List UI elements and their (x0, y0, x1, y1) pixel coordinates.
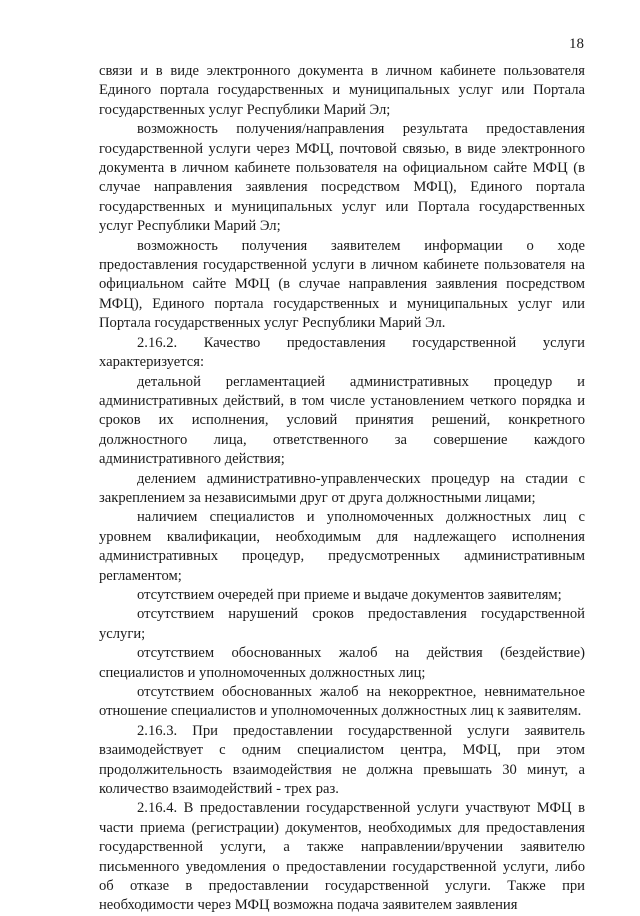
paragraph-qualified-staff: наличием специалистов и уполномоченных должностных лиц с уровнем квалификации, необходимым для надлежащего исполнения административных процедур, предусмотренных административным регламентом; (99, 509, 585, 584)
paragraph-continuation: связи и в виде электронного документа в личном кабинете пользователя Единого портала государственных и муниципальных услуг или Портала государственных услуг Республики Марий Эл; (99, 63, 585, 118)
paragraph-no-complaints-attitude: отсутствием обоснованных жалоб на некорректное, невнимательное отношение специалистов и уполномоченных должностных лиц к заявителям. (99, 684, 585, 720)
paragraph-no-complaints-actions: отсутствием обоснованных жалоб на действия (бездействие) специалистов и уполномоченных должностных лиц; (99, 645, 585, 681)
paragraph-regulation-detail: детальной регламентацией административных процедур и административных действий, в том числе установлением четкого порядка и сроков их исполнения, условий принятия решений, конкретного должностного лица, ответственного за совершение каждого административного действия; (99, 373, 585, 468)
paragraph-result-delivery: возможность получения/направления результата предоставления государственной услуги через МФЦ, почтовой связью, в виде электронного документа в личном кабинете пользователя на официальном сайте МФЦ (в случае направления заявления посредством МФЦ), Единого портала государственных и муниципальных услуг или Портала государственных услуг Республики Марий Эл; (99, 121, 585, 235)
page-number: 18 (569, 36, 584, 52)
paragraph-no-deadline-violations: отсутствием нарушений сроков предоставления государственной услуги; (99, 606, 585, 642)
document-body (99, 62, 585, 916)
paragraph-section-2-16-4: 2.16.4. В предоставлении государственной услуги участвуют МФЦ в части приема (регистрации) документов, необходимых для предоставления государственной услуги, а также направлении/вручении заявителю письменного уведомления о предоставлении государственной услуги, либо об отказе в предоставлении государственной услуги. Также при необходимости через МФЦ возможна подача заявителем заявления (99, 800, 585, 914)
paragraph-section-2-16-2: 2.16.2. Качество предоставления государственной услуги характеризуется: (99, 334, 585, 371)
paragraph-section-2-16-3: 2.16.3. При предоставлении государственной услуги заявитель взаимодействует с одним специалистом центра, МФЦ, при этом продолжительность взаимодействия не должна превышать 30 минут, а количество взаимодействий - трех раз. (99, 722, 585, 798)
paragraph-procedure-division: делением административно-управленческих процедур на стадии с закреплением за независимыми друг от друга должностными лицами; (99, 470, 585, 506)
paragraph-progress-info: возможность получения заявителем информации о ходе предоставления государственной услуги в личном кабинете пользователя на официальном сайте МФЦ (в случае направления заявления посредством МФЦ), Единого портала государственных и муниципальных услуг или Портала государственных услуг Республики Марий Эл. (99, 237, 585, 332)
paragraph-no-queues: отсутствием очередей при приеме и выдаче документов заявителям; (137, 586, 562, 603)
